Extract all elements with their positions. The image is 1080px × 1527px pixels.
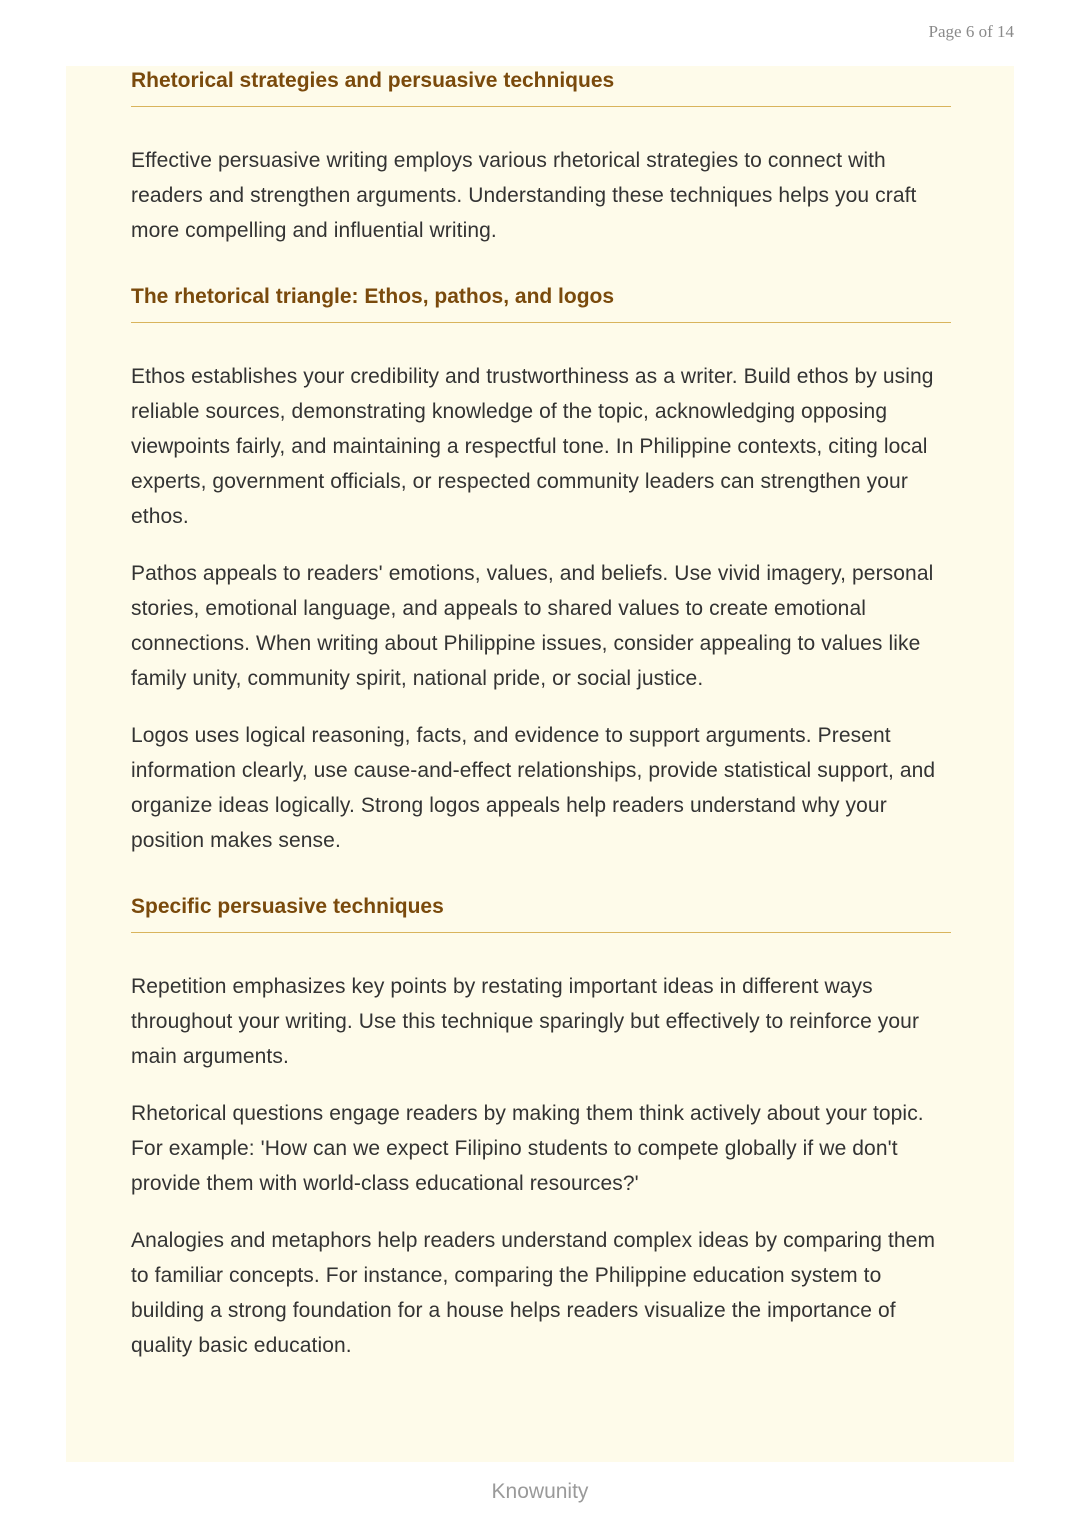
section-heading-rhetorical-strategies: Rhetorical strategies and persuasive techniques (131, 66, 951, 107)
paragraph-rhetorical-questions: Rhetorical questions engage readers by making them think actively about your topic. For example: 'How can we expect Filipino students to compete globally if we don't provide them with world-class educational resources?' (131, 1102, 924, 1195)
footer-brand: Knowunity (491, 1480, 589, 1503)
paragraph-pathos: Pathos appeals to readers' emotions, values, and beliefs. Use vivid imagery, personal stories, emotional language, and appeals to shared values to create emotional connections. When writing about Philippine issues, consider appealing to values like family unity, community spirit, national pride, or social justice. (131, 562, 934, 690)
page-number: Page 6 of 14 (928, 22, 1014, 41)
paragraph-analogies: Analogies and metaphors help readers understand complex ideas by comparing them to familiar concepts. For instance, comparing the Philippine education system to building a strong foundation for a house helps readers visualize the importance of quality basic education. (131, 1229, 936, 1357)
paragraph-repetition: Repetition emphasizes key points by restating important ideas in different ways throughout your writing. Use this technique sparingly but effectively to reinforce your main arguments. (131, 975, 920, 1068)
document-body (131, 66, 951, 1363)
paragraph-logos: Logos uses logical reasoning, facts, and evidence to support arguments. Present information clearly, use cause-and-effect relationships, provide statistical support, and organize ideas logically. Strong logos appeals help readers understand why your position makes sense. (131, 724, 936, 852)
paragraph-ethos: Ethos establishes your credibility and trustworthiness as a writer. Build ethos by using reliable sources, demonstrating knowledge of the topic, acknowledging opposing viewpoints fairly, and maintaining a respectful tone. In Philippine contexts, citing local experts, government officials, or respected community leaders can strengthen your ethos. (131, 365, 934, 528)
paragraph-intro: Effective persuasive writing employs various rhetorical strategies to connect with readers and strengthen arguments. Understanding these techniques helps you craft more compelling and influential writing. (131, 149, 917, 242)
content-panel (66, 66, 1014, 1462)
section-heading-persuasive-techniques: Specific persuasive techniques (131, 892, 951, 933)
section-heading-rhetorical-triangle: The rhetorical triangle: Ethos, pathos, and logos (131, 282, 951, 323)
